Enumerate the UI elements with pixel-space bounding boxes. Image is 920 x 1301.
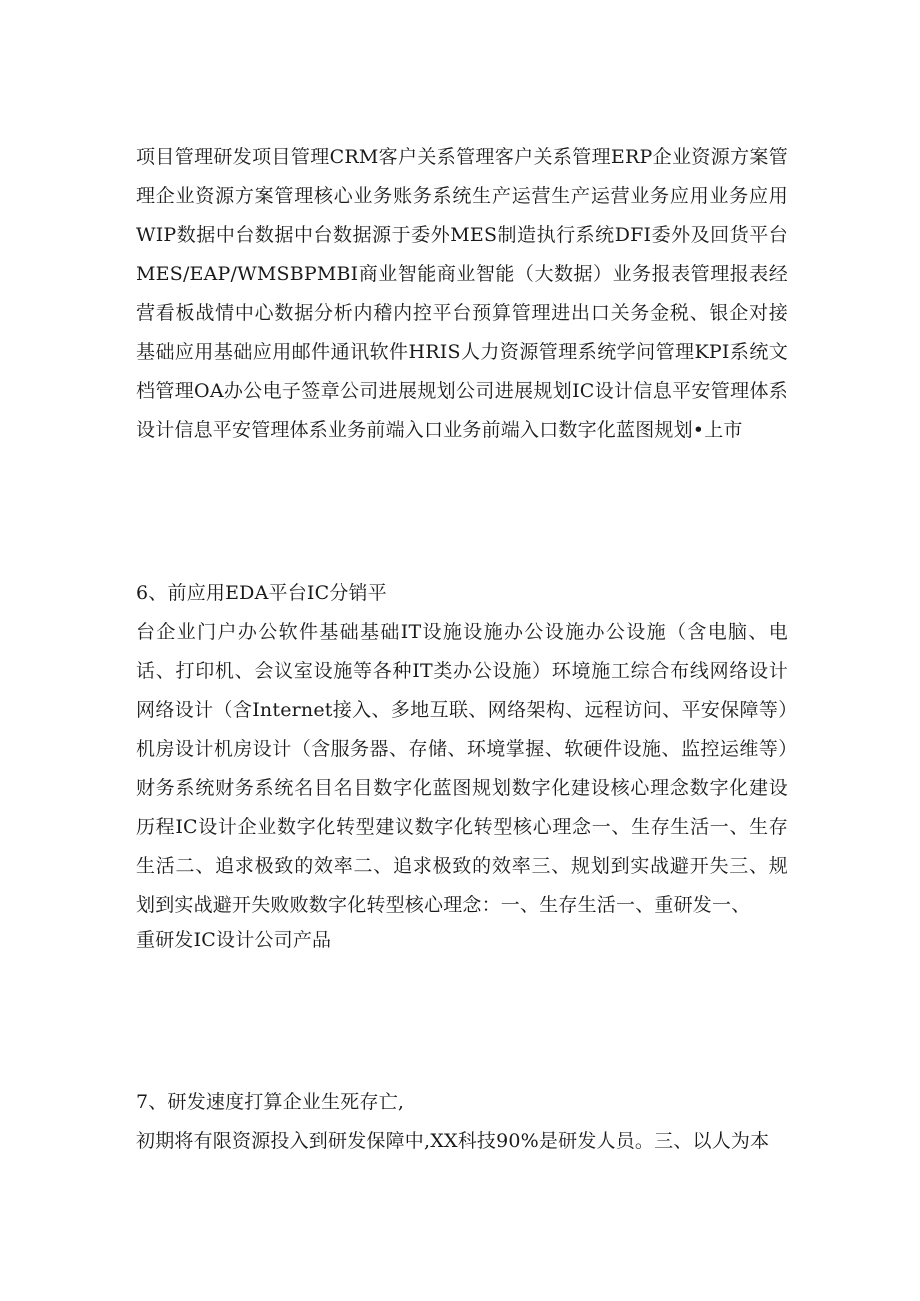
- section-6-heading: 6、前应用EDA平台IC分销平: [136, 582, 387, 604]
- section-6-body: 台企业门户办公软件基础基础IT设施设施办公设施办公设施（含电脑、电话、打印机、会议室设施等各种IT类办公设施）环境施工综合布线网络设计网络设计（含Internet接入、多地互联、网络架构、远程访问、平安保障等）机房设计机房设计（含服务器、存储、环境掌握、软硬件设施、监控运维等）财务系统财务系统名目名目数字化蓝图规划数字化建设核心理念数字化建设历程IC设计企业数字化转型建议数字化转型核心理念一、生存生活一、生存生活二、追求极致的效率二、追求极致的效率三、规划到实战避开失三、规划到实战避开失败败数字化转型核心理念：一、生存生活一、重研发一、: [136, 621, 788, 916]
- section-7-heading: 7、研发速度打算企业生死存亡,: [136, 1091, 405, 1113]
- paragraph-architecture: [136, 138, 788, 450]
- section-7-body: 初期将有限资源投入到研发保障中,XX科技90%是研发人员。三、以人为本: [136, 1130, 770, 1152]
- paragraph-section-7: [136, 1083, 788, 1161]
- section-6-tail: 重研发IC设计公司产品: [136, 929, 332, 951]
- paragraph-architecture-text: 项目管理研发项目管理CRM客户关系管理客户关系管理ERP企业资源方案管理企业资源方案管理核心业务账务系统生产运营生产运营业务应用业务应用WIP数据中台数据中台数据源于委外MES制造执行系统DFI委外及回货平台MES/EAP/WMSBPMBI商业智能商业智能（大数据）业务报表管理报表经营看板战情中心数据分析内稽内控平台预算管理进出口关务金税、银企对接基础应用基础应用邮件通讯软件HRIS人力资源管理系统学问管理KPI系统文档管理OA办公电子签章公司进展规划公司进展规划IC设计信息平安管理体系设计信息平安管理体系业务前端入口业务前端入口数字化蓝图规划•上市: [136, 146, 788, 441]
- paragraph-section-6: [136, 574, 788, 956]
